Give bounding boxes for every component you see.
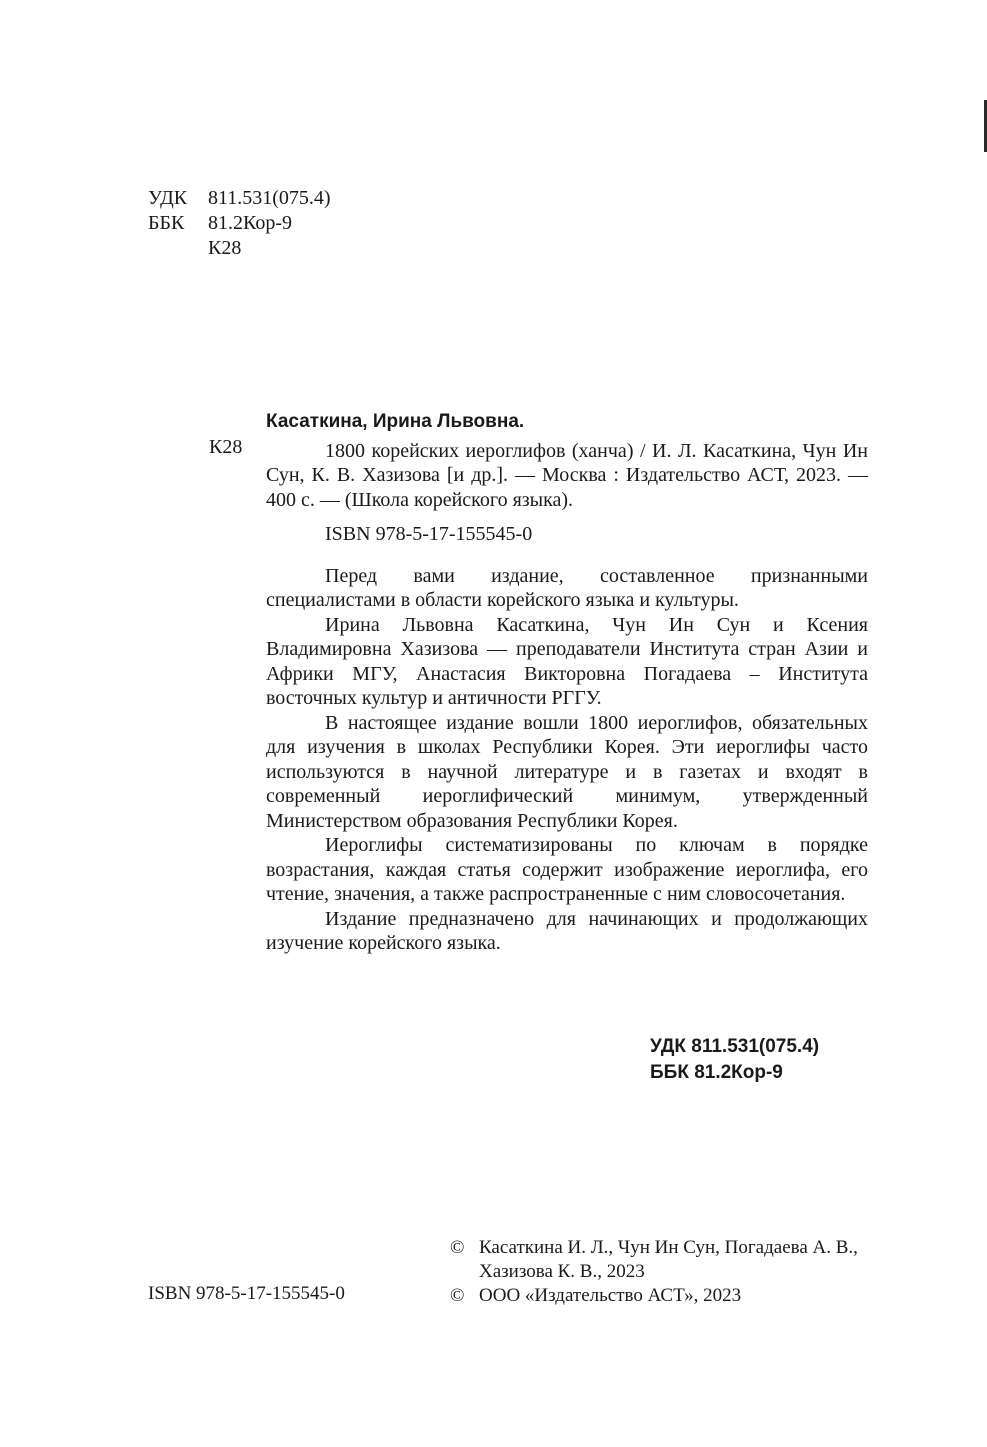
copyright-icon: © [450,1285,465,1306]
annotation-paragraph: Перед вами издание, составленное признанными специалистами в области корейского языка и культуры. [266,564,868,611]
annotation-paragraph: Ирина Львовна Касаткина, Чун Ин Сун и Ксения Владимировна Хазизова — преподаватели Института стран Азии и Африки МГУ, Анастасия Викторовна Погадаева – Института восточных культур и античности РГГУ. [266,613,868,709]
copyright-authors-cont: Хазизова К. В., 2023 [479,1261,645,1282]
bibliographic-description: 1800 корейских иероглифов (ханча) / И. Л. Касаткина, Чун Ин Сун, К. В. Хазизова [и др.]. — Москва : Издательство АСТ, 2023. — 400 с. — (Школа корейского языка). [266,439,868,511]
bbk-label: ББК [148,212,185,234]
annotation-paragraph: Издание предназначено для начинающих и продолжающих изучение корейского языка. [266,907,868,954]
classification-codes-bold [650,1034,819,1086]
annotation-paragraph: В настоящее издание вошли 1800 иероглифов, обязательных для изучения в школах Республики Корея. Эти иероглифы часто используются в научной литературе и в газетах и входят в современный иероглифический минимум, утвержденный Министерством образования Республики Корея. [266,711,868,832]
author-heading: Касаткина, Ирина Львовна. [266,411,525,432]
bbk-bold: ББК 81.2Кор-9 [650,1062,783,1083]
copyright-authors: Касаткина И. Л., Чун Ин Сун, Погадаева А. В., [479,1237,858,1258]
copyright-row [450,1236,858,1260]
author-sign: К28 [209,436,243,458]
udk-value: 811.531(075.4) [208,187,331,209]
copyright-row [450,1284,858,1308]
udk-row [148,186,331,211]
copyright-block [450,1236,858,1308]
classification-codes-top [148,186,331,261]
annotation-paragraph: Иероглифы систематизированы по ключам в порядке возрастания, каждая статья содержит изображение иероглифа, его чтение, значения, а также распространенные с ним словосочетания. [266,834,868,905]
bbk-row [148,211,331,236]
isbn-entry: ISBN 978-5-17-155545-0 [325,523,533,545]
copyright-icon: © [450,1237,465,1258]
copyright-publisher: ООО «Издательство АСТ», 2023 [479,1285,742,1306]
udk-label: УДК [148,187,188,209]
isbn-footer: ISBN 978-5-17-155545-0 [148,1283,345,1304]
author-sign-top: К28 [208,237,242,259]
catalog-entry [266,410,868,956]
bbk-value: 81.2Кор-9 [208,212,293,234]
udk-bold: УДК 811.531(075.4) [650,1036,820,1057]
